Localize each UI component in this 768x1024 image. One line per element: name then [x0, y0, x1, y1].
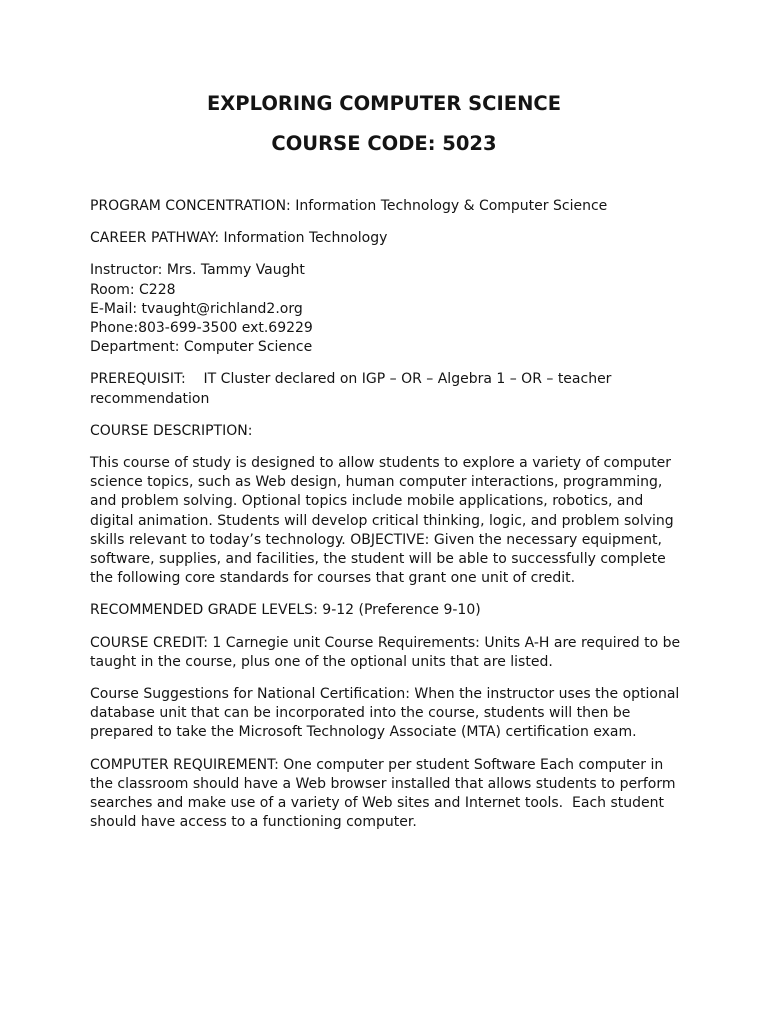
course-description-heading: COURSE DESCRIPTION:	[90, 422, 253, 439]
certification: Course Suggestions for National Certification: When the instructor uses the optional database unit that can be incorporated into the course, students will then be prepared to take the Microsoft Technology Associate (MTA) certification exam.	[90, 686, 680, 741]
grade-levels: RECOMMENDED GRADE LEVELS: 9-12 (Preference 9-10)	[90, 602, 481, 619]
instructor: Instructor: Mrs. Tammy Vaught	[90, 262, 305, 279]
document-title: EXPLORING COMPUTER SCIENCE	[206, 92, 562, 115]
phone: Phone:803-699-3500 ext.69229	[90, 320, 313, 337]
room: Room: C228	[90, 281, 176, 298]
department: Department: Computer Science	[90, 339, 313, 356]
course-credit: COURSE CREDIT: 1 Carnegie unit Course Requirements: Units A-H are required to be taught in the course, plus one of the optional units that are listed.	[90, 634, 681, 670]
contact-block	[90, 261, 690, 357]
document-page	[90, 88, 690, 832]
program-concentration: PROGRAM CONCENTRATION: Information Technology & Computer Science	[90, 198, 608, 214]
career-pathway: CAREER PATHWAY: Information Technology	[90, 230, 388, 247]
email: E-Mail: tvaught@richland2.org	[90, 300, 303, 317]
course-code: COURSE CODE: 5023	[271, 132, 497, 155]
course-description: This course of study is designed to allow students to explore a variety of computer science topics, such as Web design, human computer interactions, programming, and problem solving. Optional topics include mobile applications, robotics, and digital animation. Students will develop critical thinking, logic, and problem solving skills relevant to today’s technology. OBJECTIVE: Given the necessary equipment, software, supplies, and facilities, the student will be able to successfully complete the following core standards for courses that grant one unit of credit.	[90, 455, 674, 587]
computer-requirement: COMPUTER REQUIREMENT: One computer per student Software Each computer in the classroom should have a Web browser installed that allows students to perform searches and make use of a variety of Web sites and Internet tools. Each student should have access to a functioning computer.	[90, 756, 680, 831]
prerequisite: PREREQUISIT: IT Cluster declared on IGP – OR – Algebra 1 – OR – teacher recommendation	[90, 371, 616, 407]
